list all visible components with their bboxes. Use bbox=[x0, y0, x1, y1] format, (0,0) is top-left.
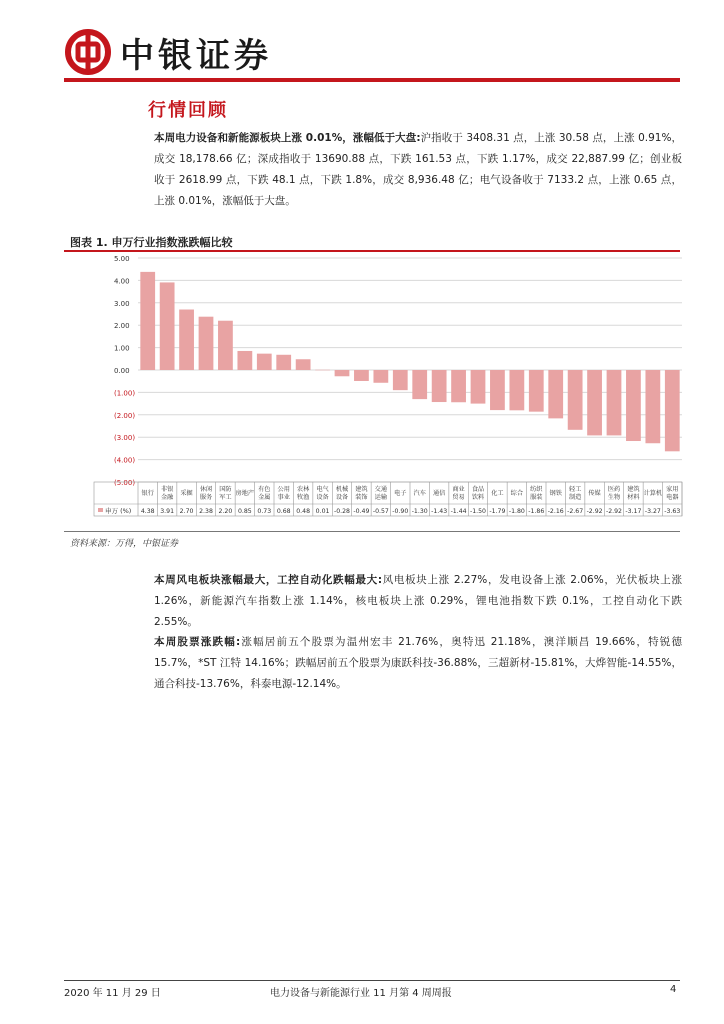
category-label: 非银金融 bbox=[160, 486, 174, 501]
value-label: -1.79 bbox=[489, 508, 506, 515]
value-label: 3.91 bbox=[160, 508, 175, 515]
footer-date: 2020 年 11 月 29 日 bbox=[64, 988, 161, 999]
figure-title: 图表 1. 申万行业指数涨跌幅比较 bbox=[70, 236, 233, 249]
stock-paragraph bbox=[154, 632, 682, 695]
category-label: 综合 bbox=[510, 490, 524, 497]
bar bbox=[645, 370, 660, 443]
category-label: 通信 bbox=[432, 490, 446, 497]
header-bar bbox=[64, 78, 680, 82]
bar bbox=[548, 370, 563, 418]
category-label: 公用事业 bbox=[277, 486, 290, 501]
value-label: 0.73 bbox=[257, 508, 272, 515]
value-label: 4.38 bbox=[140, 508, 155, 515]
stock-lead: 本周股票涨跌幅: bbox=[154, 636, 241, 648]
value-label: 0.85 bbox=[237, 508, 252, 515]
category-label: 化工 bbox=[491, 490, 504, 497]
footer-title: 电力设备与新能源行业 11 月第 4 周周报 bbox=[270, 988, 452, 999]
value-label: -0.57 bbox=[372, 508, 389, 515]
bar bbox=[354, 370, 369, 381]
category-label: 商业贸易 bbox=[452, 486, 465, 501]
figure-source: 资料来源：万得，中银证券 bbox=[70, 539, 179, 549]
y-tick-label: 4.00 bbox=[114, 277, 130, 286]
category-label: 机械设备 bbox=[335, 486, 349, 501]
value-label: -2.92 bbox=[586, 508, 603, 515]
bar bbox=[373, 370, 388, 383]
value-label: 2.38 bbox=[199, 508, 213, 515]
category-label: 有色金属 bbox=[258, 486, 271, 501]
category-label: 钢铁 bbox=[549, 490, 562, 497]
y-tick-label: (4.00) bbox=[114, 456, 136, 465]
value-label: -1.80 bbox=[508, 508, 525, 515]
y-tick-label: (2.00) bbox=[114, 411, 136, 420]
bar bbox=[451, 370, 466, 402]
value-label: -2.92 bbox=[605, 508, 623, 515]
y-tick-label: (3.00) bbox=[114, 434, 136, 443]
bar bbox=[179, 310, 194, 370]
market-summary-paragraph bbox=[154, 128, 682, 212]
value-label: -3.17 bbox=[625, 508, 642, 515]
legend-swatch bbox=[98, 508, 103, 512]
category-label: 电子 bbox=[394, 490, 407, 497]
bar bbox=[607, 370, 622, 435]
company-logo bbox=[64, 24, 272, 80]
value-label: 2.20 bbox=[218, 508, 233, 515]
source-rule bbox=[64, 531, 680, 532]
y-tick-label: 5.00 bbox=[114, 255, 130, 263]
value-label: -0.90 bbox=[392, 508, 409, 515]
bar bbox=[432, 370, 447, 402]
category-label: 医药生物 bbox=[607, 486, 621, 501]
category-label: 建筑材料 bbox=[627, 486, 640, 501]
bar bbox=[393, 370, 408, 390]
bar bbox=[568, 370, 583, 430]
bar bbox=[140, 272, 155, 370]
stock-body: 涨幅居前五个股票为温州宏丰 21.76%，奥特迅 21.18%，澳洋顺昌 19.66%，特锐德 15.7%，*ST 江特 14.16%；跌幅居前五个股票为康跃科技-36.88%，三超新材-15.81%，大烨智能-14.55%，通合科技-13.76%，科泰电源-12.14%。 bbox=[154, 636, 682, 690]
bar bbox=[471, 370, 486, 404]
y-tick-label: 3.00 bbox=[114, 299, 130, 308]
bar bbox=[296, 359, 311, 370]
category-label: 家用电器 bbox=[666, 486, 679, 501]
bar bbox=[509, 370, 524, 410]
logo-text: 中银证券 bbox=[120, 35, 272, 76]
value-label: -0.28 bbox=[333, 508, 351, 515]
value-label: -1.30 bbox=[411, 508, 428, 515]
value-label: 0.68 bbox=[276, 508, 291, 515]
y-tick-label: (5.00) bbox=[114, 479, 136, 487]
bar bbox=[587, 370, 602, 435]
y-tick-label: 0.00 bbox=[114, 367, 130, 375]
category-label: 电气设备 bbox=[316, 486, 329, 501]
value-label: -2.16 bbox=[547, 508, 564, 515]
legend-label: 申万 (%) bbox=[105, 507, 132, 515]
value-label: -2.67 bbox=[567, 508, 584, 515]
category-label: 房地产 bbox=[235, 490, 255, 497]
bar bbox=[315, 370, 330, 371]
y-tick-label: 2.00 bbox=[114, 322, 130, 331]
value-label: -0.49 bbox=[353, 508, 370, 515]
bar bbox=[160, 282, 175, 370]
y-tick-label: (1.00) bbox=[114, 389, 136, 398]
value-label: 0.48 bbox=[296, 508, 311, 515]
bar bbox=[199, 317, 214, 370]
page-number: 4 bbox=[670, 984, 677, 995]
category-label: 休闲服务 bbox=[199, 486, 213, 501]
value-label: -1.50 bbox=[469, 508, 487, 515]
sector-lead: 本周风电板块涨幅最大，工控自动化跌幅最大: bbox=[154, 574, 383, 586]
category-label: 食品饮料 bbox=[471, 486, 485, 501]
category-label: 建筑装饰 bbox=[355, 486, 368, 501]
category-label: 交通运输 bbox=[374, 486, 388, 501]
category-label: 纺织服装 bbox=[530, 486, 543, 501]
category-label: 轻工制造 bbox=[568, 486, 582, 501]
industry-index-bar-chart bbox=[64, 252, 684, 530]
value-label: 0.01 bbox=[315, 508, 330, 515]
bar bbox=[626, 370, 641, 441]
bar bbox=[335, 370, 350, 376]
sector-paragraph bbox=[154, 570, 682, 633]
bar bbox=[218, 321, 233, 370]
sector-body: 风电板块上涨 2.27%，发电设备上涨 2.06%，光伏板块上涨 1.26%，新能源汽车指数上涨 1.14%，核电板块上涨 0.29%，锂电池指数下跌 0.1%，工控自动化下跌 2.55%。 bbox=[154, 574, 683, 628]
value-label: -1.44 bbox=[450, 508, 467, 515]
bar bbox=[237, 351, 252, 370]
y-tick-label: 1.00 bbox=[114, 344, 130, 353]
value-label: -1.86 bbox=[528, 508, 545, 515]
category-label: 汽车 bbox=[413, 490, 426, 497]
value-label: -3.63 bbox=[664, 508, 681, 515]
category-label: 计算机 bbox=[643, 490, 663, 497]
value-label: -3.27 bbox=[644, 508, 661, 515]
bar bbox=[665, 370, 680, 451]
bar bbox=[490, 370, 505, 410]
section-title: 行情回顾 bbox=[148, 100, 228, 121]
category-label: 传媒 bbox=[588, 490, 601, 497]
bar bbox=[529, 370, 544, 412]
value-label: -1.43 bbox=[431, 508, 448, 515]
value-label: 2.70 bbox=[179, 508, 194, 515]
bar bbox=[412, 370, 427, 399]
category-label: 农林牧渔 bbox=[296, 486, 310, 501]
category-label: 银行 bbox=[141, 490, 154, 497]
footer-rule bbox=[64, 980, 680, 981]
bar bbox=[257, 354, 272, 370]
category-label: 采掘 bbox=[180, 490, 193, 497]
market-summary-lead: 本周电力设备和新能源板块上涨 0.01%，涨幅低于大盘: bbox=[154, 132, 421, 144]
bar bbox=[276, 355, 291, 370]
category-label: 国防军工 bbox=[219, 486, 232, 501]
bank-of-china-logo-icon bbox=[64, 28, 112, 76]
market-summary-body: 沪指收于 3408.31 点，上涨 30.58 点，上涨 0.91%，成交 18,178.66 亿；深成指收于 13690.88 点，下跌 161.53 点，下跌 1.17%，成交 22,887.99 亿；创业板收于 2618.99 点，下跌 48.1 点，下跌 1.8%，成交 8,936.48 亿；电气设备收于 7133.2 点，上涨 0.65 点，上涨 0.01%，涨幅低于大盘。 bbox=[154, 132, 682, 207]
